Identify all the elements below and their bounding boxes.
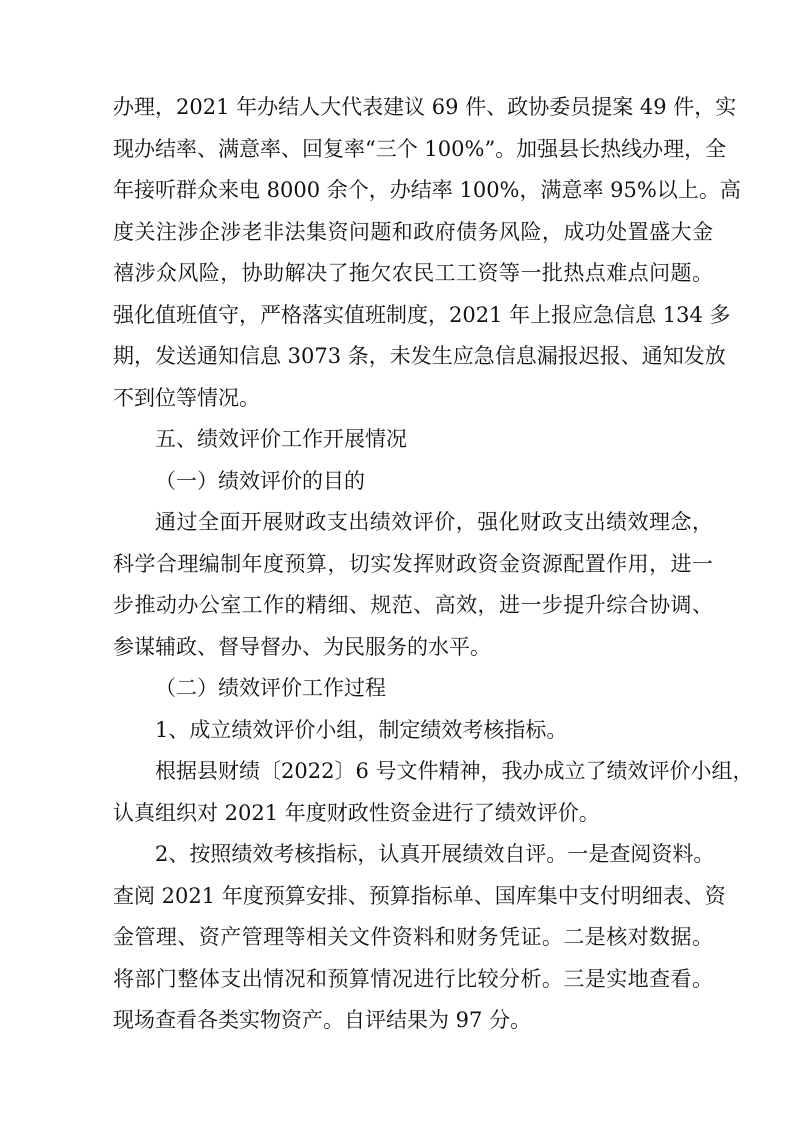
text-line: 2、按照绩效考核指标，认真开展绩效自评。一是查阅资料。 — [155, 842, 715, 866]
text-line: 认真组织对 2021 年度财政性资金进行了绩效评价。 — [113, 800, 600, 825]
text-line: 科学合理编制年度预算，切实发挥财政资金资源配置作用，进一 — [113, 551, 713, 576]
text-line: 步推动办公室工作的精细、规范、高效，进一步提升综合协调、 — [113, 593, 713, 617]
paragraph-evaluation-group — [113, 751, 754, 834]
document-body — [113, 87, 754, 1042]
subsection-heading-process: （二）绩效评价工作过程 — [155, 676, 386, 700]
paragraph-item-one — [113, 710, 713, 752]
text-line: 强化值班值守，严格落实值班制度，2021 年上报应急信息 134 多 — [113, 302, 731, 327]
paragraph-work-summary — [113, 87, 741, 419]
text-line: 不到位等情况。 — [113, 385, 260, 410]
text-line: 将部门整体支出情况和预算情况进行比较分析。三是实地查看。 — [113, 966, 713, 991]
text-line: 现办结率、满意率、回复率“三个 100%”。加强县长热线办理，全 — [113, 136, 727, 161]
subsection-heading-purpose: （一）绩效评价的目的 — [155, 468, 365, 493]
text-line: 办理，2021 年办结人大代表建议 69 件、政协委员提案 49 件，实 — [113, 95, 737, 119]
text-line: 参谋辅政、督导督办、为民服务的水平。 — [113, 634, 491, 659]
text-line: 禧涉众风险，协助解决了拖欠农民工工资等一批热点难点问题。 — [113, 261, 713, 285]
text-line: 根据县财绩〔2022〕6 号文件精神，我办成立了绩效评价小组， — [155, 759, 754, 783]
paragraph-self-evaluation — [113, 834, 726, 1042]
text-line: 金管理、资产管理等相关文件资料和财务凭证。二是核对数据。 — [113, 925, 713, 949]
section-heading-five: 五、绩效评价工作开展情况 — [155, 427, 407, 451]
text-line: 年接听群众来电 8000 余个，办结率 100%，满意率 95%以上。高 — [113, 178, 741, 202]
text-line: 1、成立绩效评价小组，制定绩效考核指标。 — [155, 717, 568, 742]
text-line: 度关注涉企涉老非法集资问题和政府债务风险，成功处置盛大金 — [113, 219, 713, 244]
text-line: 期，发送通知信息 3073 条，未发生应急信息漏报迟报、通知发放 — [113, 344, 726, 368]
text-line: 现场查看各类实物资产。自评结果为 97 分。 — [113, 1008, 532, 1032]
paragraph-purpose — [113, 502, 713, 668]
text-line: 通过全面开展财政支出绩效评价，强化财政支出绩效理念， — [155, 510, 713, 534]
text-line: 查阅 2021 年度预算安排、预算指标单、国库集中支付明细表、资 — [113, 883, 726, 908]
